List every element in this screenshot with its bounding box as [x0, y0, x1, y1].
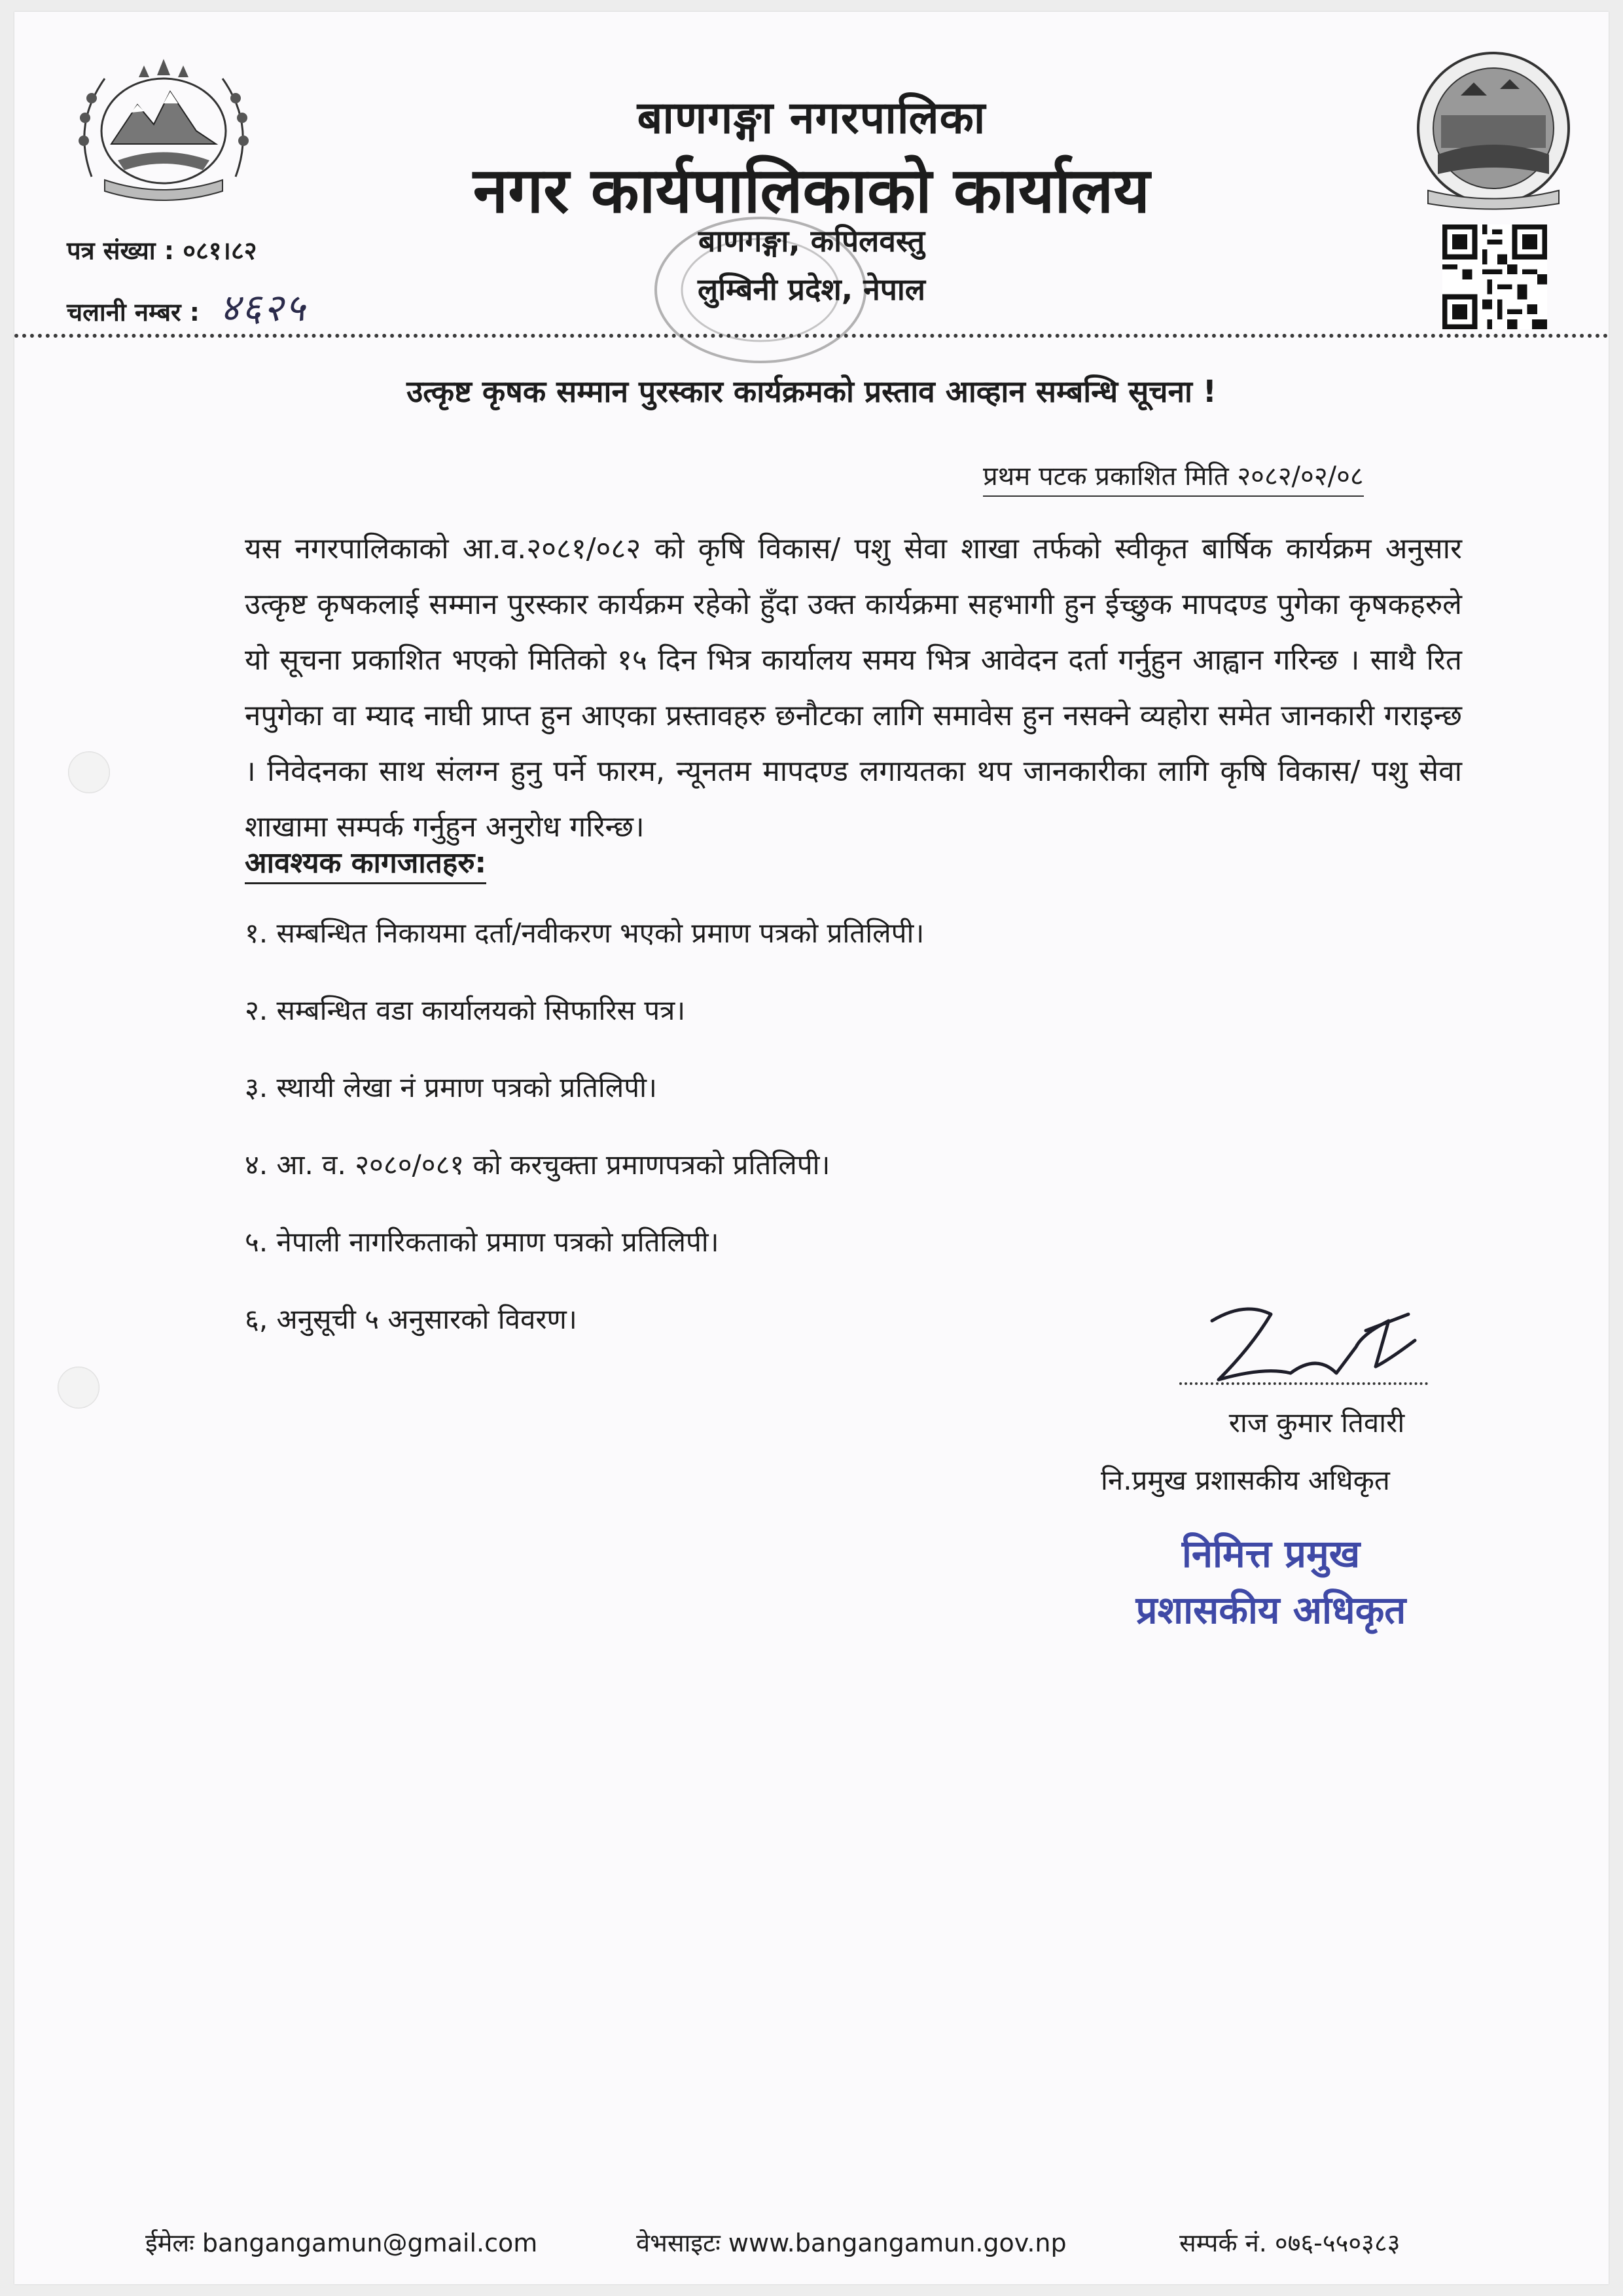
signature-icon: [1192, 1295, 1441, 1406]
list-item: ५. नेपाली नागरिकताको प्रमाण पत्रको प्रतिलिपी।: [245, 1226, 719, 1258]
address-line-1: बाणगङ्गा, कपिलवस्तु: [698, 223, 925, 259]
designation-stamp-line-1: निमित्त प्रमुख: [1181, 1532, 1361, 1576]
designation-stamp-line-2: प्रशासकीय अधिकृत: [1135, 1588, 1406, 1632]
dispatch-number: [67, 280, 307, 332]
documents-heading: आवश्यक कागजातहरु:: [245, 842, 486, 884]
letter-number: [67, 233, 257, 267]
signer-title: नि.प्रमुख प्रशासकीय अधिकृत: [1101, 1464, 1390, 1496]
list-item: ४. आ. व. २०८०/०८१ को करचुक्ता प्रमाणपत्रको प्रतिलिपी।: [245, 1149, 830, 1181]
punch-hole: [58, 1367, 99, 1408]
footer-contact: सम्पर्क नं. ०७६-५५०३८३: [1179, 2229, 1400, 2257]
letter-number-label: पत्र संख्या :: [67, 236, 175, 265]
footer-email: ईमेलः bangangamun@gmail.com: [145, 2229, 538, 2257]
list-item: १. सम्बन्धित निकायमा दर्ता/नवीकरण भएको प्रमाण पत्रको प्रतिलिपी।: [245, 917, 925, 949]
municipality-name: बाणगङ्गा नगरपालिका: [637, 92, 986, 144]
notice-page: [14, 12, 1609, 2284]
notice-body: यस नगरपालिकाको आ.व.२०८१/०८२ को कृषि विकास/ पशु सेवा शाखा तर्फको स्वीकृत बार्षिक कार्यक्रम अनुसार उत्कृष्ट कृषकलाई सम्मान पुरस्कार कार्यक्रम रहेको हुँदा उक्त कार्यक्रमा सहभागी हुन ईच्छुक मापदण्ड पुगेका कृषकहरुले यो सूचना प्रकाशित भएको मितिको १५ दिन भित्र कार्यालय समय भित्र आवेदन दर्ता गर्नुहुन आह्वान गरिन्छ । साथै रित नपुगेका वा म्याद नाघी प्राप्त हुन आएका प्रस्तावहरु छनौटका लागि समावेस हुन नसक्ने व्यहोरा समेत जानकारी गराइन्छ । निवेदनका साथ संलग्न हुनु पर्ने फारम, न्यूनतम मापदण्ड लगायतका थप जानकारीका लागि कृषि विकास/ पशु सेवा शाखामा सम्पर्क गर्नुहुन अनुरोध गरिन्छ।: [245, 532, 1462, 844]
letter-number-value: ०८१।८२: [183, 236, 257, 265]
signer-name: राज कुमार तिवारी: [1228, 1407, 1405, 1439]
notice-title: उत्कृष्ट कृषक सम्मान पुरस्कार कार्यक्रमको प्रस्ताव आव्हान सम्बन्धि सूचना !: [406, 374, 1217, 409]
list-item: ३. स्थायी लेखा नं प्रमाण पत्रको प्रतिलिपी।: [245, 1071, 657, 1103]
header-divider: [14, 334, 1609, 338]
publication-date: प्रथम पटक प्रकाशित मिति २०८२/०२/०८: [983, 457, 1364, 497]
dispatch-number-value: ४६२५: [220, 285, 307, 330]
punch-hole: [68, 751, 110, 793]
address-line-2: लुम्बिनी प्रदेश, नेपाल: [698, 272, 925, 307]
list-item: ६, अनुसूची ५ अनुसारको विवरण।: [245, 1303, 577, 1335]
list-item: २. सम्बन्धित वडा कार्यालयको सिफारिस पत्र।: [245, 994, 686, 1026]
footer-website: वेभसाइटः www.bangangamun.gov.np: [636, 2229, 1067, 2257]
signature-line: [1179, 1382, 1428, 1385]
dispatch-number-label: चलानी नम्बर :: [67, 298, 200, 327]
documents-list: [245, 914, 924, 1377]
office-name: नगर कार्यपालिकाको कार्यालय: [473, 154, 1150, 227]
